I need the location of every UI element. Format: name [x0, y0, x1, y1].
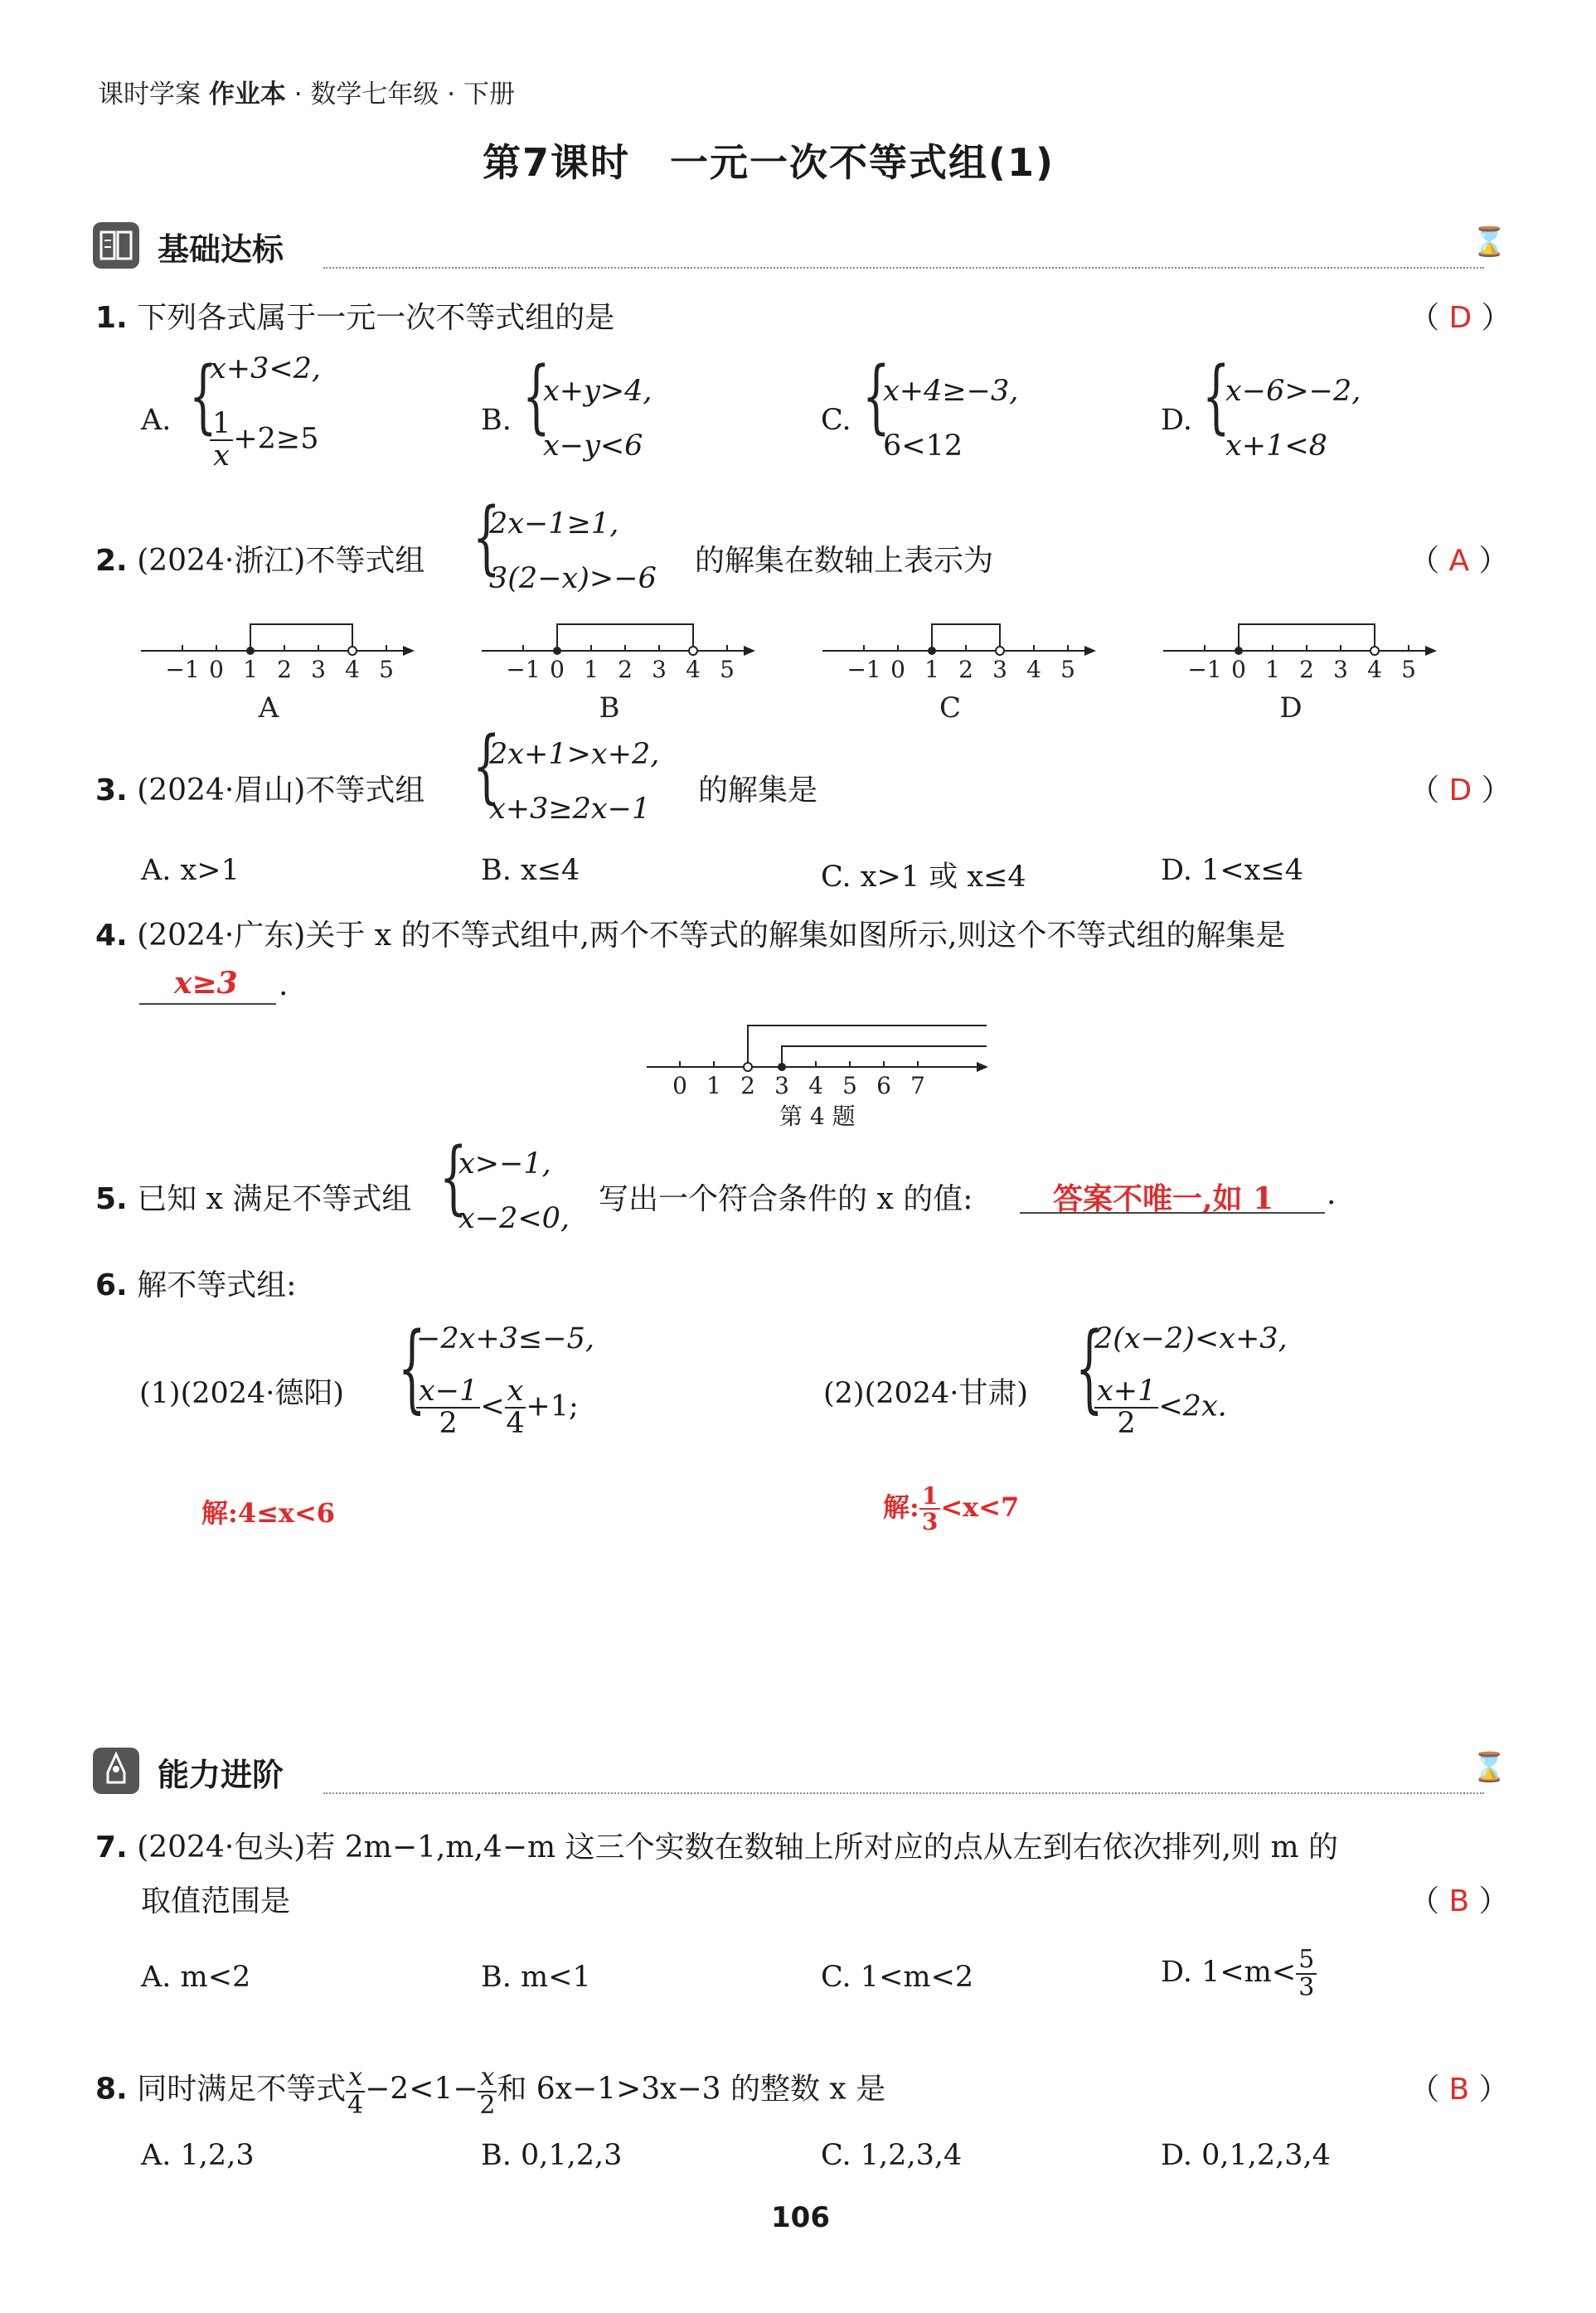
- q7-option-d: D. 1<m< $\frac{5}{3}$: [1161, 1947, 1317, 2000]
- endpoint-dot: [744, 1063, 752, 1071]
- tick-label: 4: [1367, 656, 1382, 683]
- q3-line1: 2x+1>x+2,: [489, 738, 660, 771]
- endpoint-dot: [778, 1063, 786, 1071]
- tick-label: 1: [924, 656, 939, 683]
- brace: {: [1202, 350, 1230, 443]
- tick-label: 1: [1265, 656, 1280, 683]
- axis-arrow: [1084, 646, 1096, 656]
- section-rule: [323, 1792, 1484, 1794]
- q3-post: 的解集是: [698, 773, 818, 807]
- option-label: A: [258, 691, 279, 725]
- brace: {: [1075, 1312, 1104, 1423]
- q1-c-line1: x+4≥−3,: [883, 375, 1019, 408]
- tick-label: 1: [584, 656, 599, 683]
- hourglass-icon: ⌛: [1472, 225, 1507, 259]
- q8-option-b: B. 0,1,2,3: [481, 2139, 623, 2172]
- brace: {: [862, 350, 890, 443]
- question-7: 7. (2024·包头)若 2m−1,m,4−m 这三个实数在数轴上所对应的点从左到右依次排列,则 m 的: [95, 1831, 1339, 1864]
- section-advanced: 能力进阶: [158, 1757, 284, 1793]
- endpoint-dot: [1235, 647, 1243, 655]
- answer-paren-2: （ A ）: [1409, 544, 1509, 578]
- q8-option-d: D. 0,1,2,3,4: [1161, 2139, 1331, 2172]
- q1-b-line1: x+y>4,: [543, 375, 652, 408]
- axis-arrow: [1425, 646, 1437, 656]
- q2-line2: 3(2−x)>−6: [489, 562, 657, 595]
- question-5: 5. 已知 x 满足不等式组: [95, 1182, 412, 1216]
- tick-label: 5: [720, 656, 735, 683]
- question-4: 4. (2024·广东)关于 x 的不等式组中,两个不等式的解集如图所示,则这个不等式组的解集是: [95, 919, 1286, 953]
- tick-label: 0: [209, 656, 224, 683]
- tick-label: 1: [706, 1072, 721, 1099]
- tick-label: 4: [686, 656, 701, 683]
- tick-label: 3: [774, 1072, 789, 1099]
- tick-label: 0: [672, 1072, 687, 1099]
- tick-label: 2: [958, 656, 973, 683]
- tick-label: 2: [277, 656, 292, 683]
- q4-answer: x≥3: [174, 966, 238, 1001]
- brace: {: [473, 491, 501, 584]
- tick-label: −1: [847, 656, 881, 683]
- q3-option-b: B. x≤4: [481, 854, 580, 887]
- tick-label: 0: [890, 656, 905, 683]
- q1-option-b-label: B.: [481, 404, 512, 437]
- q3-option-d: D. 1<x≤4: [1161, 854, 1303, 887]
- q2-line1: 2x−1≥1,: [489, 507, 619, 541]
- page-number: 106: [771, 2201, 830, 2234]
- q6-p1-line2: $\frac{x-1}{2}$ < $\frac{x}{4}$ +1;: [416, 1376, 579, 1439]
- tick-label: −1: [1187, 656, 1222, 683]
- q6-p2-line1: 2(x−2)<x+3,: [1094, 1322, 1288, 1355]
- q1-a-line1: x+3<2,: [210, 352, 322, 386]
- q3-option-c: C. x>1 或 x≤4: [821, 861, 1026, 894]
- q5-line2: x−2<0,: [458, 1202, 570, 1235]
- tick-label: 2: [740, 1072, 755, 1099]
- q6-part2-answer: 解: $\frac{1}{3}$ <x<7: [883, 1482, 1020, 1536]
- brace: {: [473, 720, 501, 812]
- q6-part1-answer: 解:4≤x<6: [201, 1497, 336, 1529]
- tick-label: 5: [1060, 656, 1075, 683]
- question-8: 8. 同时满足不等式 $\frac{x}{4}$ −2<1− $\frac{x}{2}$ 和 6x−1>3x−3 的整数 x 是: [95, 2063, 886, 2120]
- axis-arrow: [977, 1062, 988, 1072]
- q7-line2: 取值范围是: [141, 1884, 291, 1918]
- q3-option-a: A. x>1: [141, 854, 240, 887]
- tick-label: 0: [1231, 656, 1246, 683]
- page-title: 第7课时 一元一次不等式组(1): [483, 140, 1055, 185]
- q5-post: 写出一个符合条件的 x 的值:: [599, 1182, 973, 1216]
- tick-label: 3: [652, 656, 667, 683]
- q1-option-a-label: A.: [141, 404, 172, 437]
- tick-label: 4: [345, 656, 360, 683]
- tick-label: 2: [1299, 656, 1314, 683]
- q1-b-line2: x−y<6: [543, 429, 643, 463]
- option-label: C: [939, 691, 962, 725]
- q1-option-d-label: D.: [1161, 404, 1192, 437]
- tick-label: 5: [379, 656, 394, 683]
- q7-option-c: C. 1<m<2: [821, 1961, 974, 1994]
- tick-label: 2: [618, 656, 633, 683]
- tick-label: 3: [992, 656, 1007, 683]
- q5-answer: 答案不唯一,如 1: [1053, 1181, 1274, 1216]
- q4-answer-line: [139, 1003, 276, 1005]
- tick-label: 4: [1026, 656, 1041, 683]
- q6-part1-label: (1)(2024·德阳): [139, 1377, 345, 1410]
- brace: {: [189, 350, 217, 443]
- answer-paren-1: （ D ）: [1409, 301, 1511, 335]
- question-2: 2. (2024·浙江)不等式组: [95, 544, 425, 578]
- running-header: 课时学案 作业本 · 数学七年级 · 下册: [98, 80, 515, 109]
- tick-label: 1: [243, 656, 258, 683]
- brace: {: [522, 350, 551, 443]
- q6-part2-label: (2)(2024·甘肃): [823, 1377, 1029, 1410]
- endpoint-dot: [689, 647, 697, 655]
- q8-option-a: A. 1,2,3: [141, 2139, 255, 2172]
- endpoint-dot: [348, 647, 357, 655]
- tick-label: 3: [311, 656, 326, 683]
- question-6: 6. 解不等式组:: [95, 1268, 297, 1302]
- tick-label: 5: [842, 1072, 857, 1099]
- tick-label: 7: [910, 1072, 925, 1099]
- q4-number-line: [647, 1016, 995, 1107]
- q7-option-b: B. m<1: [481, 1961, 591, 1994]
- book-name: 作业本: [208, 80, 286, 109]
- rocket-icon: [93, 1748, 139, 1794]
- brace: {: [398, 1312, 426, 1423]
- q3-line2: x+3≥2x−1: [489, 793, 651, 826]
- q6-p2-line2: $\frac{x+1}{2}$ <2x.: [1094, 1376, 1227, 1439]
- axis-arrow: [403, 646, 415, 656]
- answer-paren-8: （ B ）: [1409, 2073, 1509, 2107]
- q1-d-line2: x+1<8: [1225, 429, 1327, 463]
- q2-post: 的解集在数轴上表示为: [695, 544, 994, 578]
- q1-c-line2: 6<12: [883, 429, 963, 463]
- tick-label: 4: [808, 1072, 823, 1099]
- tick-label: −1: [165, 656, 200, 683]
- tick-label: 5: [1401, 656, 1416, 683]
- q7-option-a: A. m<2: [141, 1961, 251, 1994]
- book-icon: [93, 222, 139, 269]
- q1-d-line1: x−6>−2,: [1225, 375, 1361, 408]
- endpoint-dot: [996, 647, 1004, 655]
- endpoint-dot: [553, 647, 561, 655]
- axis-arrow: [744, 646, 755, 656]
- section-basic: 基础达标: [158, 231, 284, 268]
- q6-p1-line1: −2x+3≤−5,: [416, 1322, 594, 1355]
- option-label: D: [1279, 691, 1303, 725]
- answer-paren-7: （ B ）: [1409, 1884, 1509, 1918]
- q5-line1: x>−1,: [458, 1147, 551, 1181]
- endpoint-dot: [246, 647, 255, 655]
- q8-option-c: C. 1,2,3,4: [821, 2139, 963, 2172]
- tick-label: 6: [876, 1072, 891, 1099]
- question-1: 1. 下列各式属于一元一次不等式组的是: [95, 301, 615, 335]
- endpoint-dot: [1370, 647, 1379, 655]
- tick-label: 0: [550, 656, 565, 683]
- q1-option-c-label: C.: [821, 404, 851, 437]
- q4-caption: 第 4 题: [779, 1103, 856, 1130]
- q2-number-lines: [133, 609, 1459, 725]
- q4-period: .: [279, 968, 289, 1002]
- section-rule: [323, 267, 1484, 269]
- q5-period: .: [1327, 1177, 1336, 1211]
- option-label: B: [599, 691, 620, 725]
- q1-a-line2: $\frac{1}{x}$ +2≥5: [210, 409, 318, 472]
- question-3: 3. (2024·眉山)不等式组: [95, 773, 425, 807]
- q5-answer-line: [1020, 1212, 1325, 1214]
- tick-label: 3: [1333, 656, 1348, 683]
- solution-interval: [250, 624, 352, 651]
- hourglass-icon: ⌛: [1472, 1751, 1507, 1784]
- answer-paren-3: （ D ）: [1409, 773, 1511, 807]
- brace: {: [439, 1131, 468, 1224]
- tick-label: −1: [506, 656, 541, 683]
- endpoint-dot: [928, 647, 936, 655]
